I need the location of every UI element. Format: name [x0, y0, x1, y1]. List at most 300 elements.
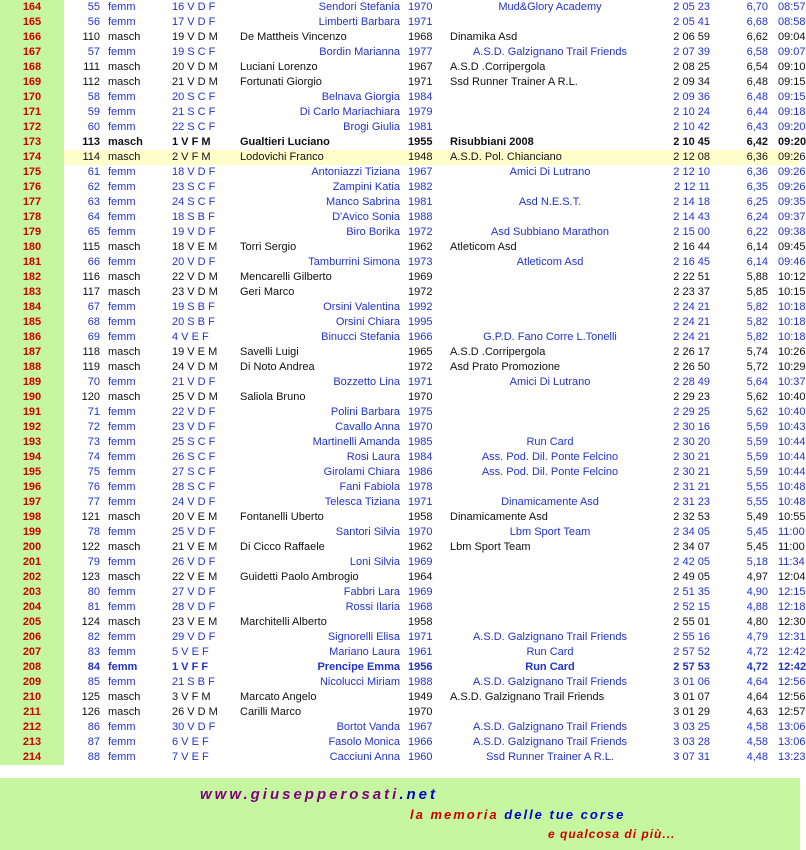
gender-cell: femm [108, 46, 136, 58]
position-cell: 190 [0, 390, 64, 405]
speed-cell: 4,72 [746, 646, 768, 658]
position-cell: 172 [0, 120, 64, 135]
finish-time-cell: 2 34 05 [673, 526, 710, 538]
birth-year-cell: 1969 [408, 556, 433, 568]
pace-cell: 11:00 [778, 541, 805, 553]
category-cell: 27 S C F [172, 466, 216, 478]
gender-cell: masch [108, 691, 141, 703]
category-cell: 21 V E M [172, 541, 218, 553]
birth-year-cell: 1972 [408, 286, 433, 298]
gender-cell: masch [108, 76, 141, 88]
gender-rank-cell: 55 [87, 1, 100, 13]
athlete-name-cell: Zampini Katia [332, 181, 400, 193]
pace-cell: 10:43 [778, 421, 806, 433]
team-cell: Atleticom Asd [516, 256, 584, 268]
position-cell: 188 [0, 360, 64, 375]
athlete-name-cell: Rosi Laura [346, 451, 400, 463]
gender-cell: femm [108, 646, 136, 658]
speed-cell: 6,35 [746, 181, 768, 193]
finish-time-cell: 2 12 10 [673, 166, 710, 178]
speed-cell: 6,14 [746, 241, 768, 253]
gender-rank-cell: 70 [87, 376, 100, 388]
team-cell [450, 615, 650, 630]
finish-time-cell: 2 30 20 [673, 436, 710, 448]
athlete-name-cell: Fontanelli Uberto [240, 511, 324, 523]
position-cell: 171 [0, 105, 64, 120]
speed-cell: 4,80 [746, 616, 768, 628]
position-cell: 209 [0, 675, 64, 690]
pace-cell: 09:20 [778, 136, 806, 148]
gender-rank-cell: 64 [87, 211, 100, 223]
gender-cell: masch [108, 511, 141, 523]
finish-time-cell: 2 16 44 [673, 241, 710, 253]
gender-rank-cell: 123 [81, 571, 100, 583]
category-cell: 22 V D F [172, 406, 216, 418]
gender-rank-cell: 58 [87, 91, 100, 103]
speed-cell: 5,59 [746, 436, 768, 448]
position-cell: 203 [0, 585, 64, 600]
birth-year-cell: 1970 [408, 1, 433, 13]
gender-cell: femm [108, 721, 136, 733]
birth-year-cell: 1972 [408, 226, 433, 238]
position-cell: 179 [0, 225, 64, 240]
position-cell: 189 [0, 375, 64, 390]
team-cell: Amici Di Lutrano [509, 376, 591, 388]
gender-cell: femm [108, 466, 136, 478]
table-row [0, 255, 800, 270]
table-row [0, 615, 800, 630]
speed-cell: 4,64 [746, 691, 768, 703]
team-cell: A.S.D. Galzignano Trail Friends [472, 676, 628, 688]
birth-year-cell: 1973 [408, 256, 433, 268]
birth-year-cell: 1949 [408, 691, 433, 703]
team-cell: Asd N.E.S.T. [518, 196, 582, 208]
finish-time-cell: 2 31 21 [673, 481, 710, 493]
gender-cell: femm [108, 496, 136, 508]
gender-rank-cell: 79 [87, 556, 100, 568]
gender-cell: femm [108, 556, 136, 568]
athlete-name-cell: Sendori Stefania [318, 1, 400, 13]
category-cell: 22 S C F [172, 121, 216, 133]
speed-cell: 6,68 [746, 16, 768, 28]
position-cell: 168 [0, 60, 64, 75]
position-cell: 214 [0, 750, 64, 765]
gender-cell: femm [108, 16, 136, 28]
position-cell: 206 [0, 630, 64, 645]
category-cell: 17 V D F [172, 16, 216, 28]
finish-time-cell: 3 01 29 [673, 706, 710, 718]
finish-time-cell: 3 01 06 [673, 676, 710, 688]
table-row [0, 120, 800, 135]
birth-year-cell: 1978 [408, 481, 433, 493]
table-row [0, 105, 800, 120]
speed-cell: 5,74 [746, 346, 768, 358]
pace-cell: 10:48 [778, 481, 806, 493]
category-cell: 21 V D F [172, 376, 216, 388]
category-cell: 4 V E F [172, 331, 209, 343]
finish-time-cell: 3 01 07 [673, 691, 710, 703]
table-row [0, 180, 800, 195]
gender-cell: masch [108, 571, 141, 583]
pace-cell: 12:04 [778, 571, 806, 583]
gender-rank-cell: 88 [87, 751, 100, 763]
gender-rank-cell: 69 [87, 331, 100, 343]
position-cell: 187 [0, 345, 64, 360]
speed-cell: 6,54 [746, 61, 768, 73]
team-cell: Ssd Runner Trainer A R.L. [486, 751, 614, 763]
team-cell [450, 105, 650, 120]
table-row [0, 510, 800, 525]
finish-time-cell: 2 34 07 [673, 541, 710, 553]
position-cell: 193 [0, 435, 64, 450]
table-row [0, 30, 800, 45]
pace-cell: 09:38 [778, 226, 806, 238]
finish-time-cell: 2 06 59 [673, 31, 710, 43]
team-cell: A.S.D. Galzignano Trail Friends [472, 721, 628, 733]
athlete-name-cell: Nicolucci Miriam [319, 676, 400, 688]
team-cell: Ass. Pod. Dil. Ponte Felcino [481, 466, 619, 478]
finish-time-cell: 3 07 31 [673, 751, 710, 763]
team-cell [450, 480, 650, 495]
gender-cell: femm [108, 1, 136, 13]
pace-cell: 09:46 [778, 256, 806, 268]
table-row [0, 210, 800, 225]
gender-cell: femm [108, 421, 136, 433]
finish-time-cell: 2 15 00 [673, 226, 710, 238]
position-cell: 199 [0, 525, 64, 540]
finish-time-cell: 2 30 16 [673, 421, 710, 433]
gender-rank-cell: 80 [87, 586, 100, 598]
finish-time-cell: 2 14 18 [673, 196, 710, 208]
speed-cell: 6,14 [746, 256, 768, 268]
pace-cell: 09:04 [778, 31, 806, 43]
speed-cell: 5,82 [746, 331, 768, 343]
position-cell: 213 [0, 735, 64, 750]
category-cell: 23 V E M [172, 616, 218, 628]
birth-year-cell: 1960 [408, 751, 433, 763]
finish-time-cell: 2 49 05 [673, 571, 710, 583]
category-cell: 25 V D F [172, 526, 216, 538]
team-cell: Run Card [526, 646, 574, 658]
table-row [0, 555, 800, 570]
gender-cell: femm [108, 121, 136, 133]
birth-year-cell: 1969 [408, 271, 433, 283]
team-cell [450, 555, 650, 570]
finish-time-cell: 2 09 34 [673, 76, 710, 88]
category-cell: 20 V D F [172, 256, 216, 268]
birth-year-cell: 1986 [408, 466, 433, 478]
pace-cell: 12:56 [778, 691, 806, 703]
team-cell: A.S.D. Galzignano Trail Friends [472, 736, 628, 748]
position-cell: 174 [0, 150, 64, 165]
team-cell [450, 180, 650, 195]
position-cell: 191 [0, 405, 64, 420]
athlete-name-cell: Antoniazzi Tiziana [311, 166, 400, 178]
speed-cell: 5,64 [746, 376, 768, 388]
speed-cell: 4,88 [746, 601, 768, 613]
table-row [0, 465, 800, 480]
speed-cell: 4,90 [746, 586, 768, 598]
gender-rank-cell: 76 [87, 481, 100, 493]
speed-cell: 5,85 [746, 286, 768, 298]
category-cell: 30 V D F [172, 721, 216, 733]
birth-year-cell: 1971 [408, 496, 433, 508]
team-cell [450, 390, 650, 405]
category-cell: 19 V D M [172, 31, 218, 43]
gender-cell: femm [108, 436, 136, 448]
table-row [0, 585, 800, 600]
gender-cell: femm [108, 106, 136, 118]
speed-cell: 6,22 [746, 226, 768, 238]
gender-rank-cell: 87 [87, 736, 100, 748]
birth-year-cell: 1985 [408, 436, 433, 448]
gender-rank-cell: 68 [87, 316, 100, 328]
gender-rank-cell: 65 [87, 226, 100, 238]
gender-rank-cell: 121 [81, 511, 100, 523]
finish-time-cell: 2 14 43 [673, 211, 710, 223]
finish-time-cell: 2 22 51 [673, 271, 710, 283]
athlete-name-cell: Polini Barbara [330, 406, 400, 418]
athlete-name-cell: Mencarelli Gilberto [240, 271, 332, 283]
athlete-name-cell: Torri Sergio [240, 241, 297, 253]
team-cell: Mud&Glory Academy [498, 1, 602, 13]
athlete-name-cell: Telesca Tiziana [324, 496, 400, 508]
position-cell: 192 [0, 420, 64, 435]
position-cell: 176 [0, 180, 64, 195]
gender-cell: femm [108, 256, 136, 268]
pace-cell: 09:15 [778, 76, 806, 88]
pace-cell: 13:06 [778, 721, 806, 733]
position-cell: 198 [0, 510, 64, 525]
position-cell: 170 [0, 90, 64, 105]
position-cell: 196 [0, 480, 64, 495]
finish-time-cell: 2 24 21 [673, 316, 710, 328]
birth-year-cell: 1969 [408, 586, 433, 598]
pace-cell: 12:56 [778, 676, 806, 688]
position-cell: 194 [0, 450, 64, 465]
gender-rank-cell: 120 [81, 391, 100, 403]
athlete-name-cell: Fortunati Giorgio [240, 76, 322, 88]
birth-year-cell: 1964 [408, 571, 433, 583]
athlete-name-cell: Savelli Luigi [240, 346, 299, 358]
team-cell: Run Card [525, 661, 575, 673]
category-cell: 25 V D M [172, 391, 218, 403]
birth-year-cell: 1981 [408, 196, 433, 208]
position-cell: 212 [0, 720, 64, 735]
gender-rank-cell: 82 [87, 631, 100, 643]
gender-cell: femm [108, 226, 136, 238]
team-cell: Dinamicamente Asd [501, 496, 599, 508]
athlete-name-cell: Geri Marco [240, 286, 295, 298]
birth-year-cell: 1970 [408, 391, 433, 403]
athlete-name-cell: Tamburrini Simona [308, 256, 400, 268]
table-row [0, 405, 800, 420]
site-footer [0, 778, 800, 850]
finish-time-cell: 2 23 37 [673, 286, 710, 298]
finish-time-cell: 2 10 24 [673, 106, 710, 118]
pace-cell: 09:07 [778, 46, 806, 58]
category-cell: 1 V F M [172, 136, 211, 148]
finish-time-cell: 2 24 21 [673, 331, 710, 343]
position-cell: 180 [0, 240, 64, 255]
position-cell: 178 [0, 210, 64, 225]
gender-cell: femm [108, 316, 136, 328]
position-cell: 200 [0, 540, 64, 555]
birth-year-cell: 1984 [408, 451, 433, 463]
birth-year-cell: 1968 [408, 31, 433, 43]
birth-year-cell: 1958 [408, 511, 433, 523]
position-cell: 165 [0, 15, 64, 30]
gender-rank-cell: 60 [87, 121, 100, 133]
gender-rank-cell: 59 [87, 106, 100, 118]
pace-cell: 10:18 [778, 331, 806, 343]
team-cell: G.P.D. Fano Corre L.Tonelli [483, 331, 617, 343]
athlete-name-cell: Bozzetto Lina [333, 376, 400, 388]
speed-cell: 5,59 [746, 466, 768, 478]
pace-cell: 12:18 [778, 601, 806, 613]
team-cell [450, 270, 650, 285]
gender-cell: masch [104, 150, 156, 165]
gender-cell: femm [108, 481, 136, 493]
pace-cell: 09:45 [778, 241, 806, 253]
position-cell: 181 [0, 255, 64, 270]
category-cell: 29 V D F [172, 631, 216, 643]
gender-cell: masch [108, 241, 141, 253]
speed-cell: 6,70 [746, 1, 768, 13]
birth-year-cell: 1968 [408, 601, 433, 613]
speed-cell: 5,62 [746, 406, 768, 418]
team-cell [450, 585, 650, 600]
gender-rank-cell: 67 [87, 301, 100, 313]
birth-year-cell: 1984 [408, 91, 433, 103]
pace-cell: 13:23 [778, 751, 806, 763]
table-row [0, 450, 800, 465]
team-cell [450, 210, 650, 225]
birth-year-cell: 1979 [408, 106, 433, 118]
finish-time-cell: 2 10 45 [673, 136, 710, 148]
athlete-name-cell: Bortot Vanda [336, 721, 400, 733]
table-row [0, 645, 800, 660]
birth-year-cell: 1967 [408, 166, 433, 178]
position-cell: 185 [0, 315, 64, 330]
pace-cell: 09:15 [778, 91, 806, 103]
birth-year-cell: 1965 [408, 346, 433, 358]
table-row [0, 345, 800, 360]
gender-cell: masch [108, 31, 141, 43]
category-cell: 22 V E M [172, 571, 218, 583]
finish-time-cell: 2 09 36 [673, 91, 710, 103]
speed-cell: 5,88 [746, 271, 768, 283]
category-cell: 18 V D F [172, 166, 216, 178]
athlete-name-cell: Di Cicco Raffaele [240, 541, 325, 553]
team-cell: A.S.D. Galzignano Trail Friends [450, 691, 605, 703]
category-cell: 26 V D M [172, 706, 218, 718]
finish-time-cell: 2 08 25 [673, 61, 710, 73]
table-row [0, 150, 800, 165]
category-cell: 21 S B F [172, 676, 215, 688]
gender-rank-cell: 66 [87, 256, 100, 268]
finish-time-cell: 2 57 52 [673, 646, 710, 658]
birth-year-cell: 1971 [408, 76, 433, 88]
table-row [0, 720, 800, 735]
gender-cell: masch [108, 391, 141, 403]
athlete-name-cell: Di Noto Andrea [240, 361, 315, 373]
category-cell: 27 V D F [172, 586, 216, 598]
birth-year-cell: 1966 [408, 736, 433, 748]
pace-cell: 12:15 [778, 586, 806, 598]
speed-cell: 6,62 [746, 31, 768, 43]
finish-time-cell: 2 16 45 [673, 256, 710, 268]
pace-cell: 10:37 [778, 376, 806, 388]
team-cell: Atleticom Asd [450, 241, 517, 253]
gender-rank-cell: 115 [82, 241, 100, 253]
speed-cell: 4,97 [746, 571, 768, 583]
category-cell: 21 V D M [172, 76, 218, 88]
table-row [0, 375, 800, 390]
gender-rank-cell: 56 [87, 16, 100, 28]
pace-cell: 11:00 [778, 526, 805, 538]
finish-time-cell: 2 31 23 [673, 496, 710, 508]
category-cell: 23 S C F [172, 181, 216, 193]
gender-rank-cell: 114 [64, 150, 104, 165]
athlete-name-cell: Fabbri Lara [343, 586, 400, 598]
gender-cell: femm [108, 751, 136, 763]
gender-rank-cell: 119 [82, 361, 100, 373]
gender-rank-cell: 126 [81, 706, 100, 718]
gender-cell: femm [108, 676, 136, 688]
position-cell: 184 [0, 300, 64, 315]
finish-time-cell: 2 24 21 [673, 301, 710, 313]
finish-time-cell: 2 42 05 [673, 556, 710, 568]
category-cell: 24 S C F [172, 196, 216, 208]
gender-rank-cell: 125 [81, 691, 100, 703]
table-row [0, 90, 800, 105]
speed-cell: 6,48 [746, 91, 768, 103]
category-cell: 22 V D M [172, 271, 218, 283]
category-cell: 24 V D F [172, 496, 216, 508]
athlete-name-cell: Carilli Marco [240, 706, 302, 718]
athlete-name-cell: Marchitelli Alberto [240, 616, 327, 628]
category-cell: 2 V F M [156, 150, 240, 165]
athlete-name-cell: Orsini Chiara [335, 316, 400, 328]
birth-year-cell: 1971 [408, 631, 433, 643]
category-cell: 20 S C F [172, 91, 216, 103]
category-cell: 5 V E F [172, 646, 209, 658]
gender-rank-cell: 75 [87, 466, 100, 478]
pace-cell: 12:42 [778, 661, 806, 673]
pace-cell: 10:44 [778, 451, 806, 463]
table-row [0, 525, 800, 540]
finish-time-cell: 2 05 23 [673, 1, 710, 13]
team-cell: Asd Subbiano Marathon [490, 226, 610, 238]
athlete-name-cell: Bordin Marianna [319, 46, 400, 58]
category-cell: 26 V D F [172, 556, 216, 568]
speed-cell: 5,55 [746, 496, 768, 508]
birth-year-cell: 1948 [404, 150, 450, 165]
finish-time-cell: 2 26 50 [673, 361, 710, 373]
category-cell: 26 S C F [172, 451, 216, 463]
pace-cell: 09:35 [778, 196, 806, 208]
athlete-name-cell: Biro Borika [346, 226, 400, 238]
birth-year-cell: 1967 [408, 61, 433, 73]
table-row [0, 270, 800, 285]
team-cell [450, 570, 650, 585]
site-url[interactable] [200, 786, 438, 803]
table-row [0, 60, 800, 75]
athlete-name-cell: Di Carlo Mariachiara [299, 106, 400, 118]
gender-rank-cell: 73 [87, 436, 100, 448]
speed-cell: 6,58 [746, 46, 768, 58]
